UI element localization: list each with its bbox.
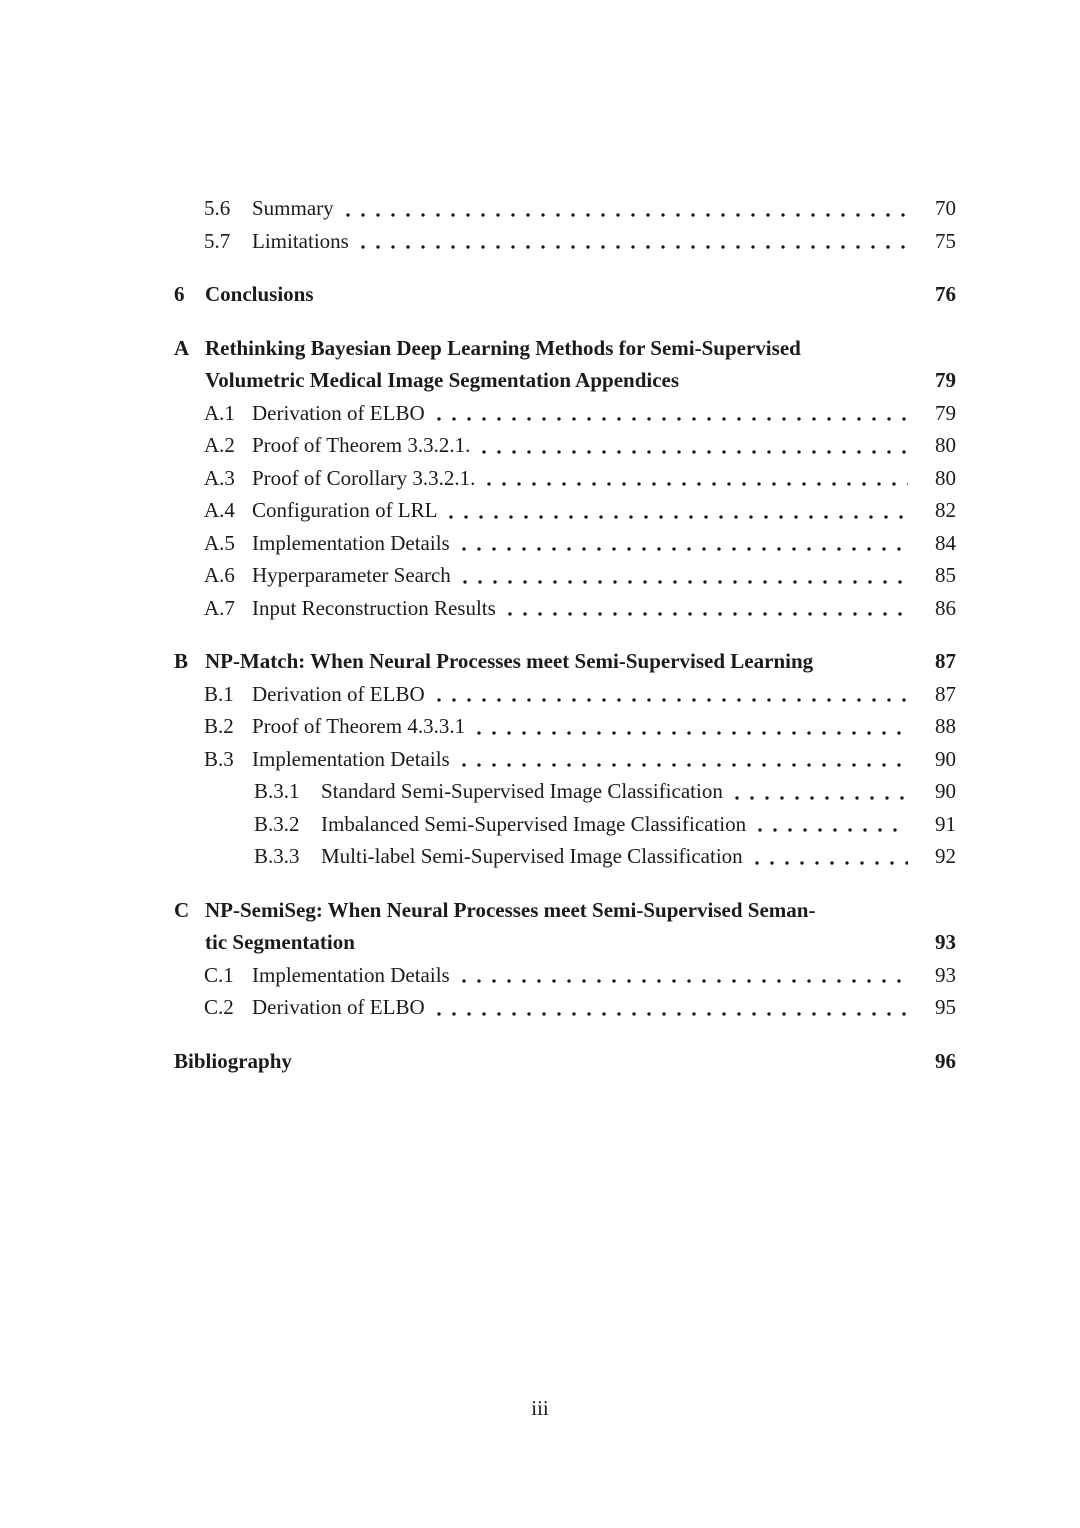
toc-entry <box>174 840 956 873</box>
dot-leader <box>747 840 908 873</box>
toc-entry-number: 5.7 <box>204 228 231 253</box>
toc-entry <box>174 775 956 808</box>
toc-entry-number: C.2 <box>204 995 234 1019</box>
dot-leader <box>479 462 908 495</box>
toc-entry <box>174 645 956 678</box>
toc-entry-number: C <box>174 897 190 922</box>
toc-entry <box>174 959 956 992</box>
toc-entry-number <box>174 926 205 959</box>
toc-entry-page: 87 <box>935 649 956 673</box>
toc-entry-title: tic Segmentation <box>205 930 355 954</box>
toc-entry-page: 91 <box>935 811 956 836</box>
toc-entry-title: Bibliography <box>174 1048 292 1073</box>
toc-entry-number: A.3 <box>204 465 235 490</box>
toc-entry-page: 75 <box>935 228 956 253</box>
toc-entry-number: A.1 <box>204 400 235 425</box>
toc-entry-page: 93 <box>935 962 956 987</box>
toc-entry-page: 80 <box>935 465 956 490</box>
toc-entry-title: Standard Semi-Supervised Image Classification <box>321 779 723 803</box>
toc-entry-page: 79 <box>935 368 956 392</box>
dot-leader <box>353 225 908 258</box>
toc-entry <box>174 527 956 560</box>
toc-entry-number: A.6 <box>204 563 235 587</box>
dot-leader <box>469 710 908 743</box>
toc-entry-page: 90 <box>935 746 956 771</box>
dot-leader <box>454 527 908 560</box>
toc-entry-title: Derivation of ELBO <box>252 995 425 1019</box>
dot-leader <box>318 278 908 311</box>
toc-entry-title: Proof of Theorem 3.3.2.1. <box>252 433 471 457</box>
toc-entry-title: Implementation Details <box>252 962 450 987</box>
toc-entry <box>174 743 956 776</box>
toc-entry-title: Hyperparameter Search <box>252 563 451 587</box>
dot-leader <box>474 429 908 462</box>
toc-entry <box>174 429 956 462</box>
toc-entry-number: B.2 <box>204 714 234 738</box>
toc-entry-number: 5.6 <box>204 196 231 220</box>
toc-entry-page: 90 <box>935 779 956 803</box>
footer-page-number: iii <box>531 1396 549 1420</box>
toc-entry-page: 80 <box>935 433 956 457</box>
dot-leader <box>727 775 908 808</box>
toc-entry-page: 79 <box>935 400 956 425</box>
toc-entry-number: B.3.1 <box>254 779 300 803</box>
toc-entry-page: 86 <box>935 595 956 620</box>
toc-entry-page: 87 <box>935 681 956 706</box>
toc-entry-page: 76 <box>935 282 956 306</box>
toc-entry-title: Conclusions <box>205 282 314 306</box>
toc-entry-number: A.2 <box>204 433 235 457</box>
toc-entry <box>174 462 956 495</box>
toc-entry <box>174 364 956 397</box>
toc-entry-page: 96 <box>935 1048 956 1073</box>
toc-entry-title: Rethinking Bayesian Deep Learning Methods for Semi-Supervised <box>205 335 801 360</box>
dot-leader <box>750 808 908 841</box>
toc-entry-title: Volumetric Medical Image Segmentation Appendices <box>205 368 680 392</box>
toc-entry <box>174 494 956 527</box>
page-footer <box>0 1392 1080 1425</box>
toc-entry-title: Imbalanced Semi-Supervised Image Classification <box>321 811 747 836</box>
dot-leader <box>296 1045 908 1078</box>
toc-entry <box>174 278 956 311</box>
dot-leader <box>454 743 908 776</box>
toc-entry <box>174 559 956 592</box>
toc-entry-page <box>916 332 956 365</box>
toc-entry-page: 92 <box>935 844 956 868</box>
dot-leader <box>500 592 908 625</box>
dot-leader <box>683 364 908 397</box>
toc-entry-title: Proof of Theorem 4.3.3.1 <box>252 714 466 738</box>
toc-entry-page: 70 <box>935 196 956 220</box>
toc-entry-number: C.1 <box>204 962 234 987</box>
toc-entry-title: Derivation of ELBO <box>252 400 425 425</box>
toc-entry <box>174 991 956 1024</box>
toc-entry <box>174 192 956 225</box>
toc-entry <box>174 808 956 841</box>
toc-entry-number: 6 <box>174 282 185 306</box>
toc-entry-page: 85 <box>935 563 956 587</box>
toc-entry-title: Derivation of ELBO <box>252 681 425 706</box>
toc-entry-page: 93 <box>935 930 956 954</box>
toc-entry-number: B <box>174 649 189 673</box>
toc-entry-page: 82 <box>935 498 956 522</box>
dot-leader <box>429 678 908 711</box>
toc-entry <box>174 710 956 743</box>
toc-entry-page: 95 <box>935 995 956 1019</box>
toc-entry <box>174 225 956 258</box>
toc-entry-page: 84 <box>935 530 956 555</box>
toc-entry-number: A <box>174 335 190 360</box>
toc-entry-title: Implementation Details <box>252 530 450 555</box>
toc-entry-title: NP-SemiSeg: When Neural Processes meet Semi-Supervised Seman- <box>205 897 816 922</box>
toc-entry-number: B.3.3 <box>254 844 300 868</box>
toc-entry <box>174 397 956 430</box>
toc-entry <box>174 926 956 959</box>
toc-entry-title: Limitations <box>252 228 349 253</box>
dot-leader <box>819 894 908 927</box>
toc-entry-title: Summary <box>252 196 334 220</box>
toc-entry-number: A.5 <box>204 530 235 555</box>
dot-leader <box>429 397 908 430</box>
dot-leader <box>429 991 908 1024</box>
toc-entry-number: A.7 <box>204 595 235 620</box>
dot-leader <box>455 559 908 592</box>
dot-leader <box>817 645 908 678</box>
dot-leader <box>359 926 908 959</box>
toc-entry-number: B.1 <box>204 681 234 706</box>
toc-list <box>174 192 956 1077</box>
toc-entry-title: Configuration of LRL <box>252 498 438 522</box>
toc-entry <box>174 592 956 625</box>
toc-entry-number: B.3 <box>204 746 234 771</box>
toc-entry-title: Proof of Corollary 3.3.2.1. <box>252 465 476 490</box>
toc-entry <box>174 1045 956 1078</box>
toc-entry <box>174 678 956 711</box>
toc-entry-title: Input Reconstruction Results <box>252 595 496 620</box>
toc-entry-page: 88 <box>935 714 956 738</box>
toc-entry-number: A.4 <box>204 498 235 522</box>
toc-entry <box>174 894 956 927</box>
toc-entry-title: Implementation Details <box>252 746 450 771</box>
toc-entry-page <box>916 894 956 927</box>
toc-entry-number: B.3.2 <box>254 811 300 836</box>
dot-leader <box>454 959 908 992</box>
toc-entry-title: NP-Match: When Neural Processes meet Semi-Supervised Learning <box>205 649 814 673</box>
toc-entry-number <box>174 364 205 397</box>
dot-leader <box>338 192 908 225</box>
toc-entry <box>174 332 956 365</box>
toc-entry-title: Multi-label Semi-Supervised Image Classification <box>321 844 743 868</box>
dot-leader <box>441 494 908 527</box>
dot-leader <box>805 332 908 365</box>
